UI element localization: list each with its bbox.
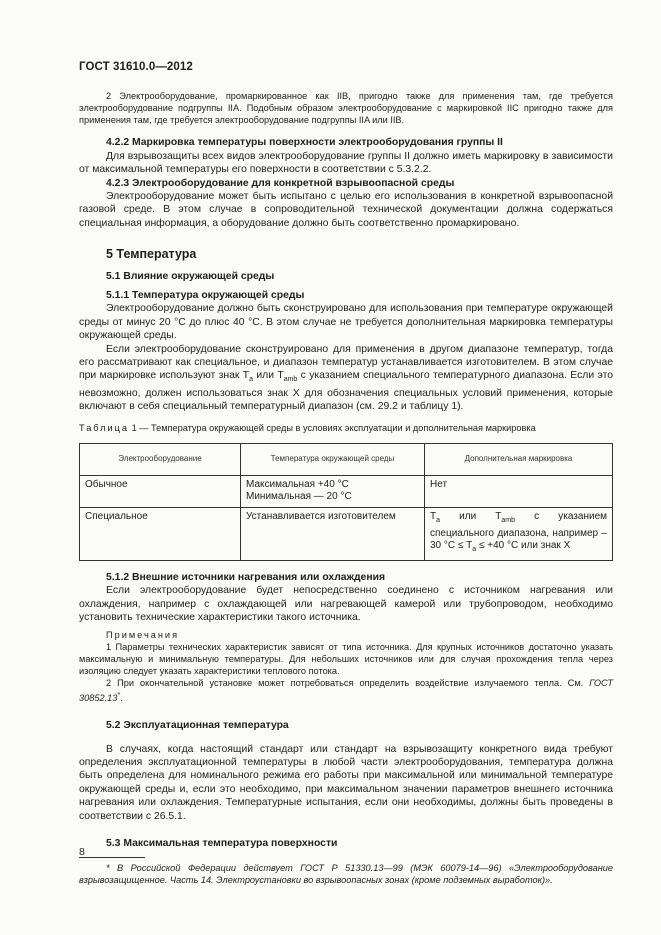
caption-label: Таблица	[79, 422, 130, 433]
notes-label: Примечания	[106, 630, 180, 641]
paragraph-5-2: В случаях, когда настоящий стандарт или стандарт на взрывозащиту конкретного вида требуют определения эксплуатационной температуры в любой части электрооборудования, температура должна быть определена для номинального режима его работы при максимальной или минимальной температуре окружающей среды и, если это необходимо, при максимальном значении параметров внешнего источника нагревания или охлаждения. Температурные испытания, если они необходимы, должны быть проведены в соответствии с 26.5.1.	[79, 743, 613, 822]
paragraph-4-2-3: Электрооборудование может быть испытано с целью его использования в конкретной взрывоопасной газовой среде. В этом случае в сопроводительной технической документации должна содержаться специальная информация, а оборудование должно быть соответственно промаркировано.	[79, 191, 613, 229]
heading-5-1-1: 5.1.1 Температура окружающей среды	[106, 290, 305, 302]
cell-marking	[425, 507, 613, 560]
col-header-equipment: Электрооборудование	[80, 444, 241, 476]
note-1: 1 Параметры технических характеристик зависят от типа источника. Для крупных источников достаточно указать максимальную и минимальную температуры. Для небольших источников или для случая прохождения тепла через изоляцию следует указать характеристики теплового потока.	[79, 642, 613, 676]
table-1-caption	[79, 422, 613, 435]
caption-text: 1 — Температура окружающей среды в условиях эксплуатации и дополнительная маркировка	[129, 422, 536, 433]
table-row	[80, 475, 613, 507]
col-header-ambient-temp: Температура окружающей среды	[241, 444, 425, 476]
text-run: 2 При окончательной установке может потребоваться определить воздействие излучаемого тепла. См.	[106, 677, 590, 688]
cell-ambient-temp: Устанавливается изготовителем	[241, 507, 425, 560]
text-run: T	[430, 510, 437, 522]
cell-equipment: Специальное	[80, 507, 241, 560]
page-content	[79, 91, 613, 886]
text-run: ≤ +40 °С или знак X	[476, 540, 571, 552]
paragraph-5-1-1-b	[79, 343, 613, 414]
footnote-marker: *	[117, 690, 121, 700]
footnote: * В Российской Федерации действует ГОСТ Р 51330.13—99 (МЭК 60079-14—96) «Электрооборудование взрывозащищенное. Часть 14. Электроустановки во взрывоопасных зонах (кроме подземных выработок)».	[79, 863, 613, 886]
subscript-amb: amb	[501, 516, 516, 524]
subscript-a: a	[249, 376, 254, 384]
heading-5-2: 5.2 Эксплуатационная температура	[106, 720, 289, 732]
note-2-group-iib: 2 Электрооборудование, промаркированное как IIB, пригодно также для применения там, где требуется электрооборудование подгруппы IIA. Подобным образом электрооборудование с маркировкой IIC пригодно также для применения там, где требуется электрооборудование подгруппы IIA или IIB.	[79, 91, 613, 125]
text-run: или T	[440, 510, 502, 522]
heading-5-1: 5.1 Влияние окружающей среды	[106, 270, 275, 282]
cell-marking: Нет	[425, 475, 613, 507]
cell-line: Максимальная +40 °С	[246, 478, 349, 490]
cell-ambient-temp	[241, 475, 425, 507]
subscript-a: a	[436, 516, 441, 524]
table-1	[79, 443, 613, 561]
subscript-a: a	[472, 546, 477, 554]
text-run: с указанием специального температурного диапазона. Если это невозможно, должен использоваться знак X для обозначения специальных условий применения, которые включают в себя специальный температурный диапазон (см. 29.2 и таблицу 1).	[79, 370, 613, 413]
table-header-row	[80, 444, 613, 476]
text-run: .	[120, 693, 123, 704]
standard-header: ГОСТ 31610.0—2012	[79, 61, 193, 73]
cell-line: Минимальная — 20 °С	[246, 491, 352, 503]
heading-5-1-2: 5.1.2 Внешние источники нагревания или охлаждения	[106, 571, 386, 583]
note-2	[79, 678, 613, 706]
col-header-marking: Дополнительная маркировка	[425, 444, 613, 476]
paragraph-4-2-2: Для взрывозащиты всех видов электрооборудование группы II должно иметь маркировку в зависимости от максимальной температуры его поверхности в соответствии с 5.3.2.2.	[79, 150, 613, 176]
page-number: 8	[79, 846, 85, 858]
cell-equipment: Обычное	[80, 475, 241, 507]
heading-5-temperature: 5 Температура	[106, 247, 197, 262]
heading-5-3: 5.3 Максимальная температура поверхности	[106, 838, 338, 850]
footnote-divider	[79, 857, 145, 858]
subscript-amb: amb	[283, 376, 298, 384]
text-run: с указанием специального диапазона, например – 30 °С ≤ T	[430, 510, 608, 552]
table-row	[80, 507, 613, 560]
heading-4-2-3: 4.2.3 Электрооборудование для конкретной взрывоопасной среды	[106, 177, 455, 189]
text-run: или T	[253, 370, 284, 382]
heading-4-2-2: 4.2.2 Маркировка температуры поверхности электрооборудования группы II	[106, 137, 503, 149]
paragraph-5-1-2: Если электрооборудование будет непосредственно соединено с источником нагревания или охлаждения, например с охлаждающей или нагревающей камерой или трубопроводом, необходимо установить технические характеристики такого источника.	[79, 585, 613, 623]
text-run: Если электрооборудование сконструировано для применения в другом диапазоне температур, тогда его рассматривают как специальное, и диапазон температур устанавливается изготовителем. В этом случае при маркировке используют знак T	[79, 343, 613, 382]
gost-reference: ГОСТ 30852.13	[79, 677, 613, 704]
paragraph-5-1-1-a: Электрооборудование должно быть сконструировано для использования при температуре окружающей среды от минус 20 °С до плюс 40 °С. В этом случае не требуется дополнительная маркировка температуры окружающей среды.	[79, 303, 613, 342]
